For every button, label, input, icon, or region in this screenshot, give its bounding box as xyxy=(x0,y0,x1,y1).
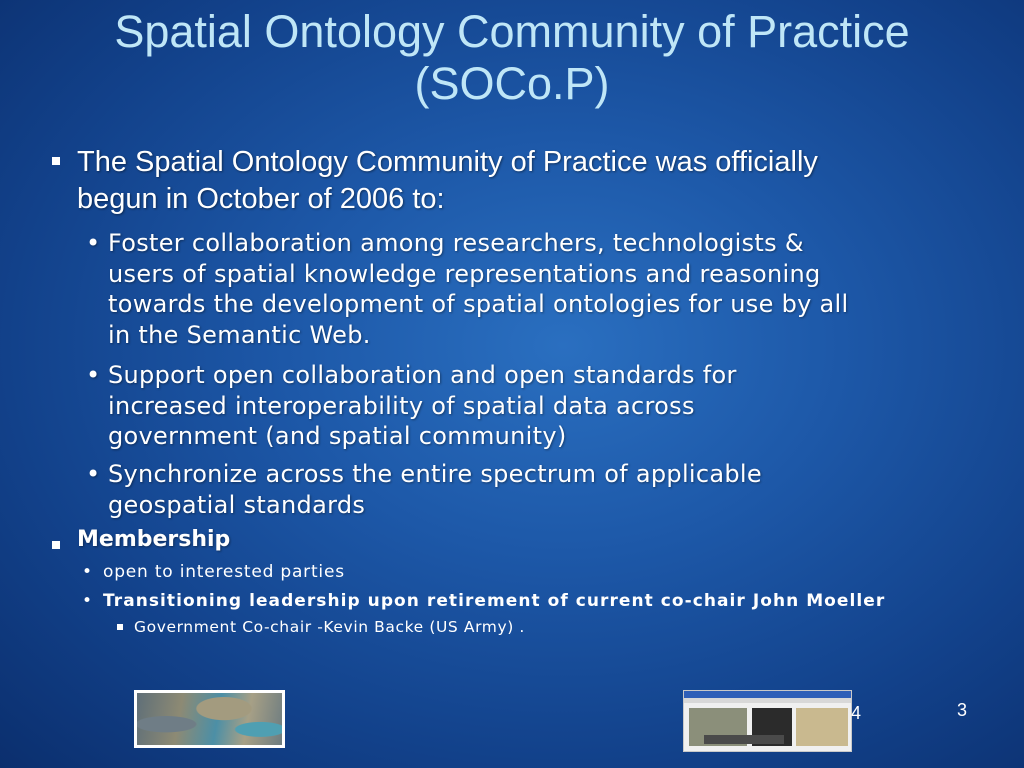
goal-1-line: users of spatial knowledge representations and reasoning xyxy=(108,259,821,288)
goal-item-1 xyxy=(108,228,848,350)
slide-number: 3 xyxy=(957,700,968,720)
title-line-2: (SOCo.P) xyxy=(414,58,610,109)
membership-item-2: Transitioning leadership upon retirement of current co-chair John Moeller xyxy=(103,591,886,611)
dot-bullet-icon: • xyxy=(82,591,93,611)
goal-bullet-icon: • xyxy=(86,361,101,389)
intro-text xyxy=(77,144,818,218)
software-screenshot-thumbnail xyxy=(683,690,852,752)
sub-item-cochair: Government Co-chair -Kevin Backe (US Army) . xyxy=(134,618,525,636)
goal-item-2 xyxy=(108,360,737,452)
goal-2-line: government (and spatial community) xyxy=(108,422,567,450)
square-bullet-icon xyxy=(52,541,60,549)
goal-1-line: towards the development of spatial ontologies for use by all xyxy=(108,290,849,318)
intro-line-1: The Spatial Ontology Community of Practice was officially xyxy=(77,146,818,178)
goal-1-line: Foster collaboration among researchers, technologists & xyxy=(108,229,804,257)
intro-line-2: begun in October of 2006 to: xyxy=(77,183,445,215)
goal-item-3 xyxy=(108,459,762,520)
membership-heading: Membership xyxy=(77,527,231,552)
goal-bullet-icon: • xyxy=(86,229,101,257)
goal-2-line: increased interoperability of spatial data across xyxy=(108,391,695,420)
square-bullet-icon xyxy=(117,624,123,630)
dot-bullet-icon: • xyxy=(82,562,93,582)
goal-1-line: in the Semantic Web. xyxy=(108,320,371,349)
aerial-map-thumbnail xyxy=(134,690,285,748)
goal-3-line: geospatial standards xyxy=(108,490,366,519)
footer-fragment: 4 xyxy=(851,703,862,723)
goal-2-line: Support open collaboration and open standards for xyxy=(108,361,737,389)
goal-bullet-icon: • xyxy=(86,460,101,488)
goal-3-line: Synchronize across the entire spectrum of applicable xyxy=(108,460,762,488)
slide-title xyxy=(0,6,1024,110)
membership-item-1: open to interested parties xyxy=(103,562,345,582)
title-line-1: Spatial Ontology Community of Practice xyxy=(114,6,910,57)
square-bullet-icon xyxy=(52,157,60,165)
